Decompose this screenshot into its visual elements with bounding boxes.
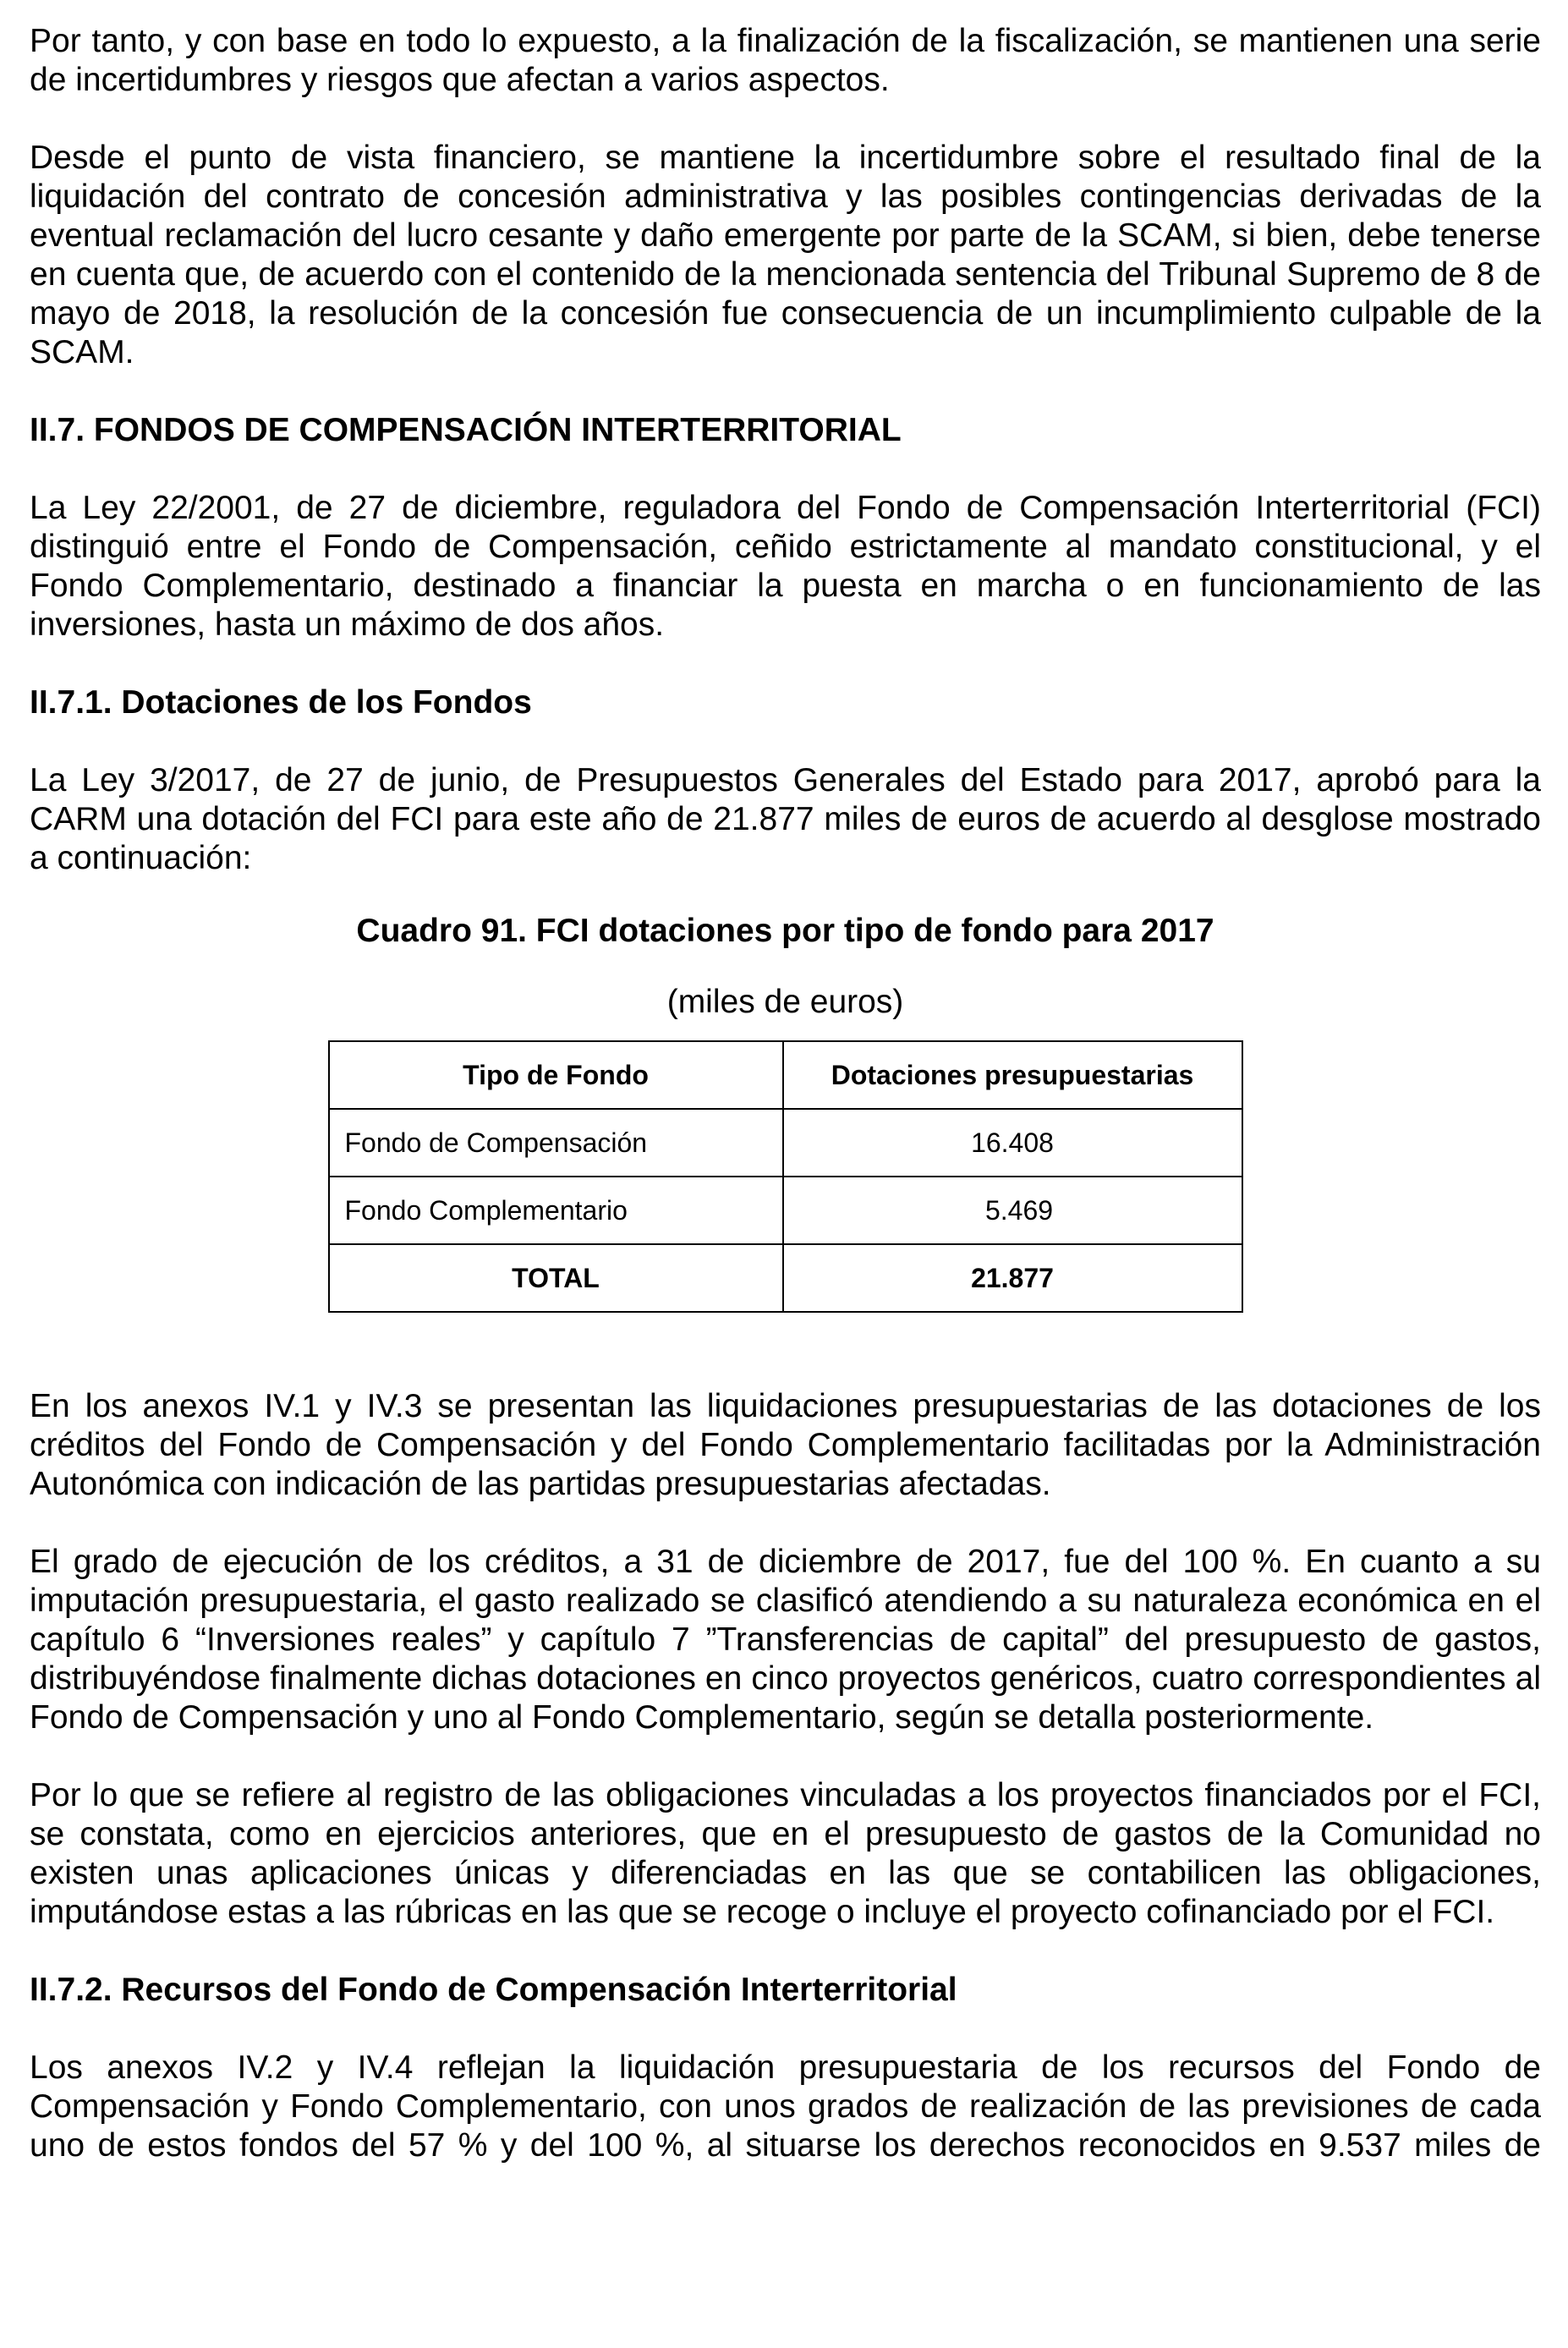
header-dotaciones: Dotaciones presupuestarias [783, 1041, 1242, 1109]
paragraph-incertidumbres: Por tanto, y con base en todo lo expuesto, a la finalización de la fiscalización, se mantienen una serie de incertidumbres y riesgos que afectan a varios aspectos. [30, 23, 1541, 98]
paragraph-financiero: Desde el punto de vista financiero, se mantiene la incertidumbre sobre el resultado final de la liquidación del contrato de concesión administrativa y las posibles contingencias derivadas de la eventual reclamación del lucro cesante y daño emergente por parte de la SCAM, si bien, debe tenerse en cuenta que, de acuerdo con el contenido de la mencionada sentencia del Tribunal Supremo de 8 de mayo de 2018, la resolución de la concesión fue consecuencia de un incumplimiento culpable de la SCAM. [30, 140, 1541, 370]
cell-total-label: TOTAL [329, 1244, 783, 1312]
header-tipo-fondo: Tipo de Fondo [329, 1041, 783, 1109]
paragraph-ley-22-2001: La Ley 22/2001, de 27 de diciembre, reguladora del Fondo de Compensación Interterritorial (FCI) distinguió entre el Fondo de Compensación, ceñido estrictamente al mandato constitucional, y el Fondo Complementario, destinado a financiar la puesta en marcha o en funcionamiento de las inversiones, hasta un máximo de dos años. [30, 490, 1541, 643]
cell-dotacion: 5.469 [783, 1177, 1242, 1244]
table-total-row [329, 1244, 1242, 1312]
heading-dotaciones: II.7.1. Dotaciones de los Fondos [30, 684, 532, 721]
cell-tipo: Fondo de Compensación [329, 1109, 783, 1177]
paragraph-anexos-iv1-iv3: En los anexos IV.1 y IV.3 se presentan las liquidaciones presupuestarias de las dotaciones de los créditos del Fondo de Compensación y del Fondo Complementario facilitadas por la Administración Autonómica con indicación de las partidas presupuestarias afectadas. [30, 1388, 1541, 1502]
paragraph-ley-3-2017: La Ley 3/2017, de 27 de junio, de Presupuestos Generales del Estado para 2017, aprobó para la CARM una dotación del FCI para este año de 21.877 miles de euros de acuerdo al desglose mostrado a continuación: [30, 762, 1541, 876]
cell-total-value: 21.877 [783, 1244, 1242, 1312]
heading-fondos-compensacion: II.7. FONDOS DE COMPENSACIÓN INTERTERRITORIAL [30, 412, 902, 448]
paragraph-registro-obligaciones: Por lo que se refiere al registro de las obligaciones vinculadas a los proyectos financiados por el FCI, se constata, como en ejercicios anteriores, que en el presupuesto de gastos de la Comunidad no existen unas aplicaciones únicas y diferenciadas en las que se contabilicen las obligaciones, imputándose estas a las rúbricas en las que se recoge o incluye el proyecto cofinanciado por el FCI. [30, 1777, 1541, 1930]
cell-tipo: Fondo Complementario [329, 1177, 783, 1244]
table-title: Cuadro 91. FCI dotaciones por tipo de fondo para 2017 [356, 913, 1214, 949]
table-section [30, 912, 1541, 1313]
paragraph-anexos-iv2-iv4: Los anexos IV.2 y IV.4 reflejan la liquidación presupuestaria de los recursos del Fondo de Compensación y Fondo Complementario, con unos grados de realización de las previsiones de cada uno de estos fondos del 57 % y del 100 %, al situarse los derechos reconocidos en 9.537 miles de [30, 2049, 1541, 2164]
table-header-row [329, 1041, 1242, 1109]
paragraph-grado-ejecucion: El grado de ejecución de los créditos, a 31 de diciembre de 2017, fue del 100 %. En cuanto a su imputación presupuestaria, el gasto realizado se clasificó atendiendo a su naturaleza económica en el capítulo 6 “Inversiones reales” y capítulo 7 ”Transferencias de capital” del presupuesto de gastos, distribuyéndose finalmente dichas dotaciones en cinco proyectos genéricos, cuatro correspondientes al Fondo de Compensación y uno al Fondo Complementario, según se detalla posteriormente. [30, 1544, 1541, 1736]
heading-recursos: II.7.2. Recursos del Fondo de Compensación Interterritorial [30, 1972, 957, 2008]
fci-dotaciones-table [328, 1040, 1243, 1313]
table-row [329, 1177, 1242, 1244]
table-unit: (miles de euros) [666, 984, 904, 1020]
cell-dotacion: 16.408 [783, 1109, 1242, 1177]
table-row [329, 1109, 1242, 1177]
